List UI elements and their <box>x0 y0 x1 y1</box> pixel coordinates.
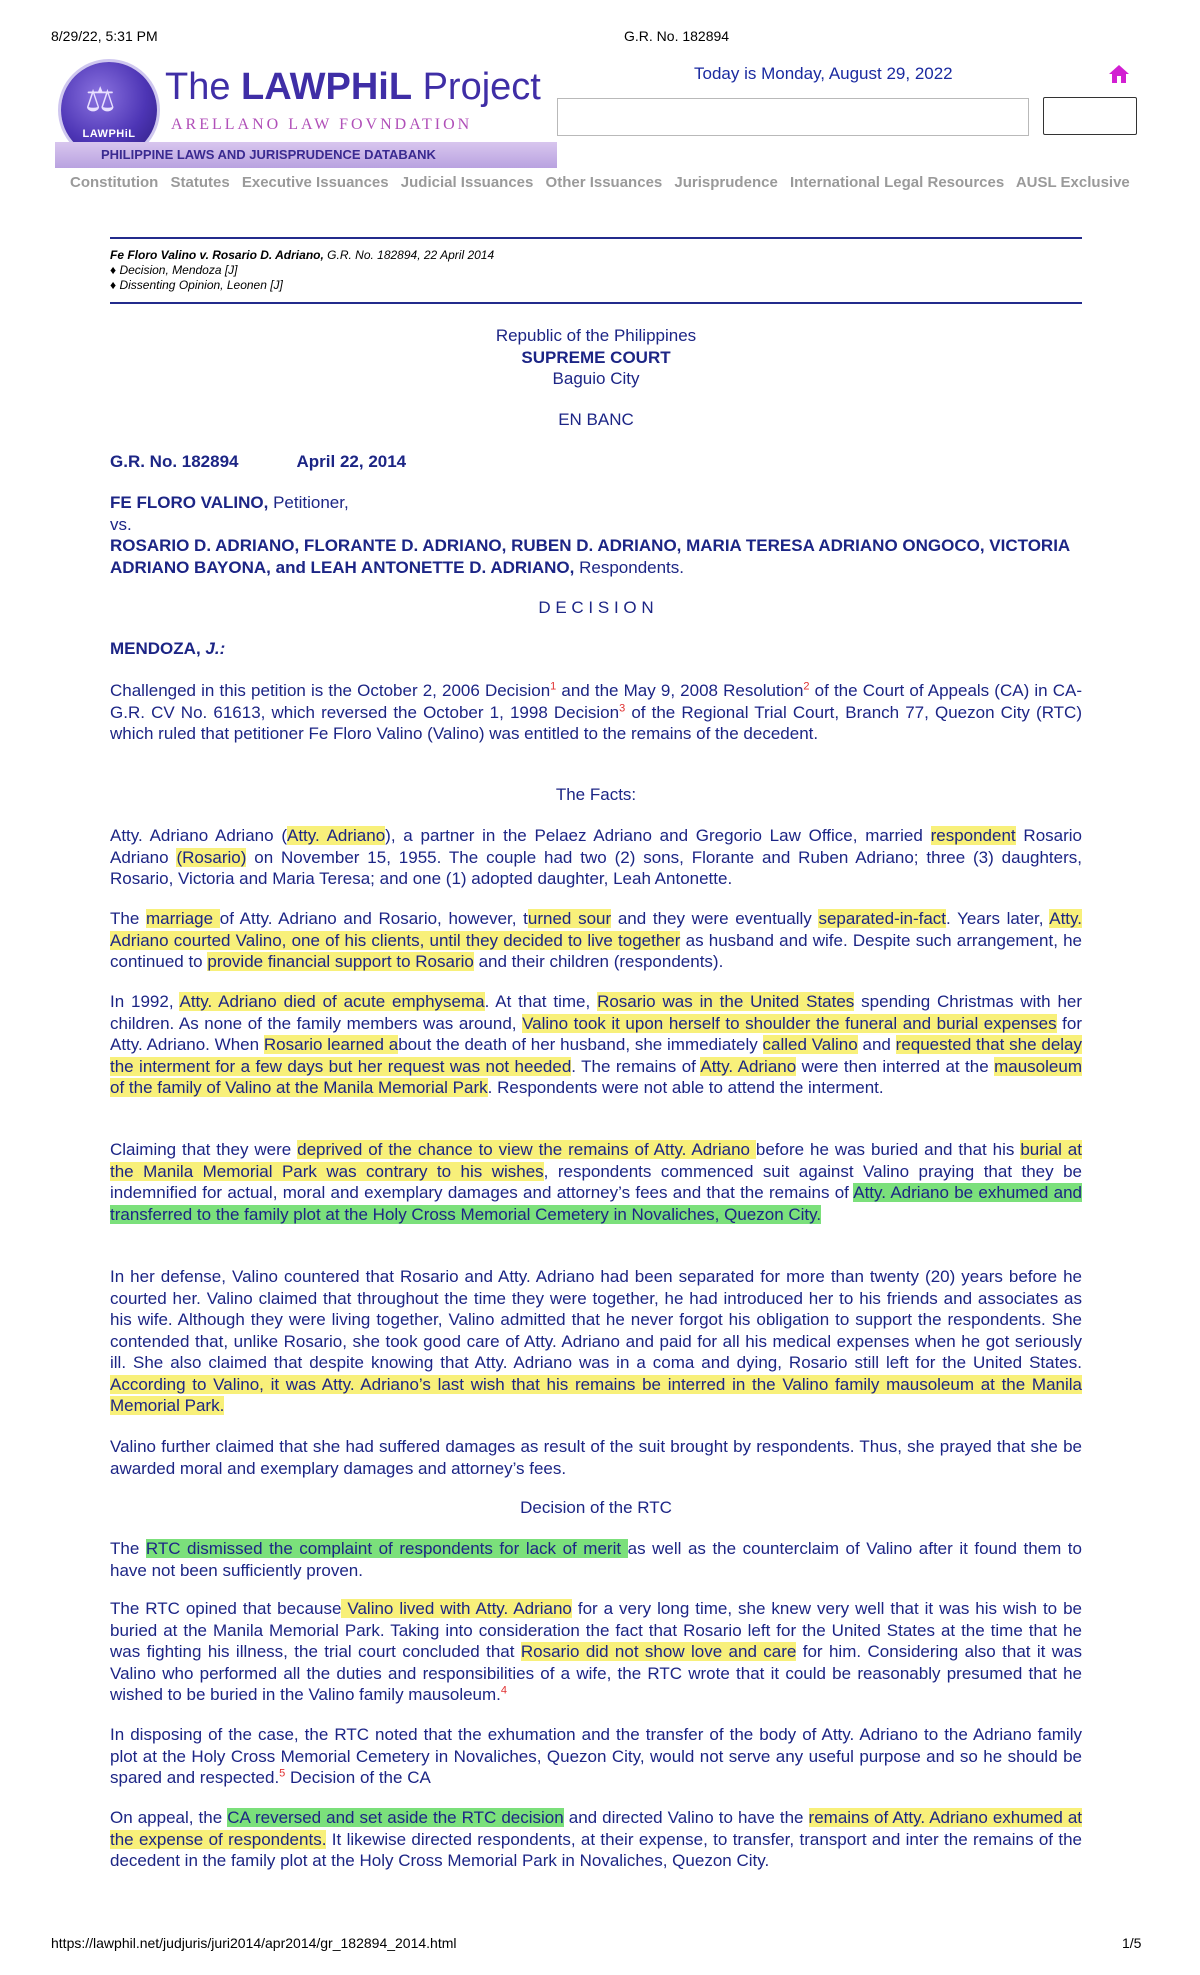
nav-statutes[interactable]: Statutes <box>170 174 230 191</box>
decision-heading: D E C I S I O N <box>538 598 654 617</box>
divider-top <box>110 237 1082 239</box>
gr-number: G.R. No. 182894 <box>110 452 239 471</box>
paragraph-8: The RTC dismissed the complaint of respondents for lack of merit as well as the counterclaim of Valino after it found them to have not been sufficiently proven. <box>110 1539 1082 1580</box>
paragraph-2: Atty. Adriano Adriano (Atty. Adriano), a partner in the Pelaez Adriano and Gregorio Law Office, married respondent Rosario Adriano (Rosario) on November 15, 1955. The couple had two (2) sons, Florante and Ruben Adriano; three (3) daughters, Rosario, Victoria and Maria Teresa; and one (1) adopted daughter, Leah Antonette. <box>110 826 1082 888</box>
paragraph-1: Challenged in this petition is the October 2, 2006 Decision$^1$ and the May 9, 2008 Resolution$^2$ of the Court of Appeals (CA) in CA-G.R. CV No. 61613, which reversed the October 1, 1998 Decision$^3$ of the Regional Trial Court, Branch 77, Quezon City (RTC) which ruled that petitioner Fe Floro Valino (Valino) was entitled to the remains of the decedent. <box>110 680 1082 743</box>
print-page-number: 1/5 <box>1122 1935 1142 1951</box>
nav-constitution[interactable]: Constitution <box>70 174 159 191</box>
case-number-line <box>110 451 1082 473</box>
link-dissent[interactable]: ♦ Dissenting Opinion, Leonen [J] <box>110 278 283 292</box>
divider-bottom <box>110 302 1082 304</box>
court-heading <box>110 325 1082 430</box>
search-button[interactable] <box>1043 97 1137 135</box>
case-date: April 22, 2014 <box>296 452 407 471</box>
citation-box <box>110 248 494 293</box>
versus: vs. <box>110 514 132 534</box>
nav-executive-issuances[interactable]: Executive Issuances <box>241 174 389 191</box>
nav-judicial-issuances[interactable]: Judicial Issuances <box>400 174 534 191</box>
case-ref: G.R. No. 182894, 22 April 2014 <box>323 248 495 262</box>
paragraph-7: Valino further claimed that she had suffered damages as result of the suit brought by respondents. Thus, she prayed that she be awarded moral and exemplary damages and attorney’s fees. <box>110 1437 1082 1478</box>
print-url: https://lawphil.net/judjuris/juri2014/apr2014/gr_182894_2014.html <box>51 1935 457 1951</box>
logo-badge-text: LAWPHiL <box>82 128 136 140</box>
paragraph-9: The RTC opined that because Valino lived with Atty. Adriano for a very long time, she knew very well that it was his wish to be buried at the Manila Memorial Park. Taking into consideration the fact that Rosario left for the United States at the time that he was fighting his illness, the trial court concluded that Rosario did not show love and care for him. Considering also that it was Valino who performed all the duties and responsibilities of a wife, the RTC wrote that it could be reasonably presumed that he wished to be buried in the Valino family mausoleum.$^4$ <box>110 1599 1082 1704</box>
petitioner: FE FLORO VALINO, <box>110 493 269 512</box>
paragraph-3: The marriage of Atty. Adriano and Rosario, however, turned sour and they were eventually separated-in-fact. Years later, Atty. Adriano courted Valino, one of his clients, until they decided to live together as husband and wife. Despite such arrangement, he continued to provide financial support to Rosario and their children (respondents). <box>110 909 1083 971</box>
link-decision[interactable]: ♦ Decision, Mendoza [J] <box>110 263 238 277</box>
case-title: Fe Floro Valino v. Rosario D. Adriano, <box>110 248 324 262</box>
nav-jurisprudence[interactable]: Jurisprudence <box>674 174 778 191</box>
parties: FE FLORO VALINO, Petitioner, vs. ROSARIO D. ADRIANO, FLORANTE D. ADRIANO, RUBEN D. ADRIANO, MARIA TERESA ADRIANO ONGOCO, VICTORIA ADRIANO BAYONA, and LEAH ANTONETTE D. ADRIANO, Respondents. <box>110 492 1082 578</box>
paragraph-11: On appeal, the CA reversed and set aside the RTC decision and directed Valino to have the remains of Atty. Adriano exhumed at the expense of respondents. It likewise directed respondents, at their expense, to transfer, transport and inter the remains of the decedent in the family plot at the Holy Cross Memorial Park in Novaliches, Quezon City. <box>110 1808 1082 1870</box>
paragraph-10: In disposing of the case, the RTC noted that the exhumation and the transfer of the body of Atty. Adriano to the Adriano family plot at the Holy Cross Memorial Cemetery in Novaliches, Quezon City, would not serve any useful purpose and so he should be spared and respected.$^5$ Decision of the CA <box>110 1725 1082 1787</box>
footnote-3[interactable]: 3 <box>619 701 626 714</box>
main-nav <box>70 174 1138 191</box>
nav-ausl-exclusive[interactable]: AUSL Exclusive <box>1015 174 1130 191</box>
nav-other-issuances[interactable]: Other Issuances <box>545 174 663 191</box>
footnote-4[interactable]: 4 <box>500 1684 508 1697</box>
republic: Republic of the Philippines <box>495 326 697 345</box>
today-date: Today is Monday, August 29, 2022 <box>694 64 953 83</box>
site-logo[interactable] <box>55 60 557 170</box>
print-datetime: 8/29/22, 5:31 PM <box>51 28 158 44</box>
home-icon[interactable] <box>1108 64 1130 84</box>
logo-banner: PHILIPPINE LAWS AND JURISPRUDENCE DATABANK <box>55 142 557 168</box>
logo-title: The LAWPHiL Project <box>165 66 541 108</box>
paragraph-5: Claiming that they were deprived of the chance to view the remains of Atty. Adriano before he was buried and that his burial at the Manila Memorial Park was contrary to his wishes, respondents commenced suit against Valino praying that they be indemnified for actual, moral and exemplary damages and attorney’s fees and that the remains of Atty. Adriano be exhumed and transferred to the family plot at the Holy Cross Memorial Cemetery in Novaliches, Quezon City. <box>110 1140 1082 1224</box>
facts-heading: The Facts: <box>555 785 637 804</box>
paragraph-4: In 1992, Atty. Adriano died of acute emphysema. At that time, Rosario was in the United States spending Christmas with her children. As none of the family members was around, Valino took it upon herself to shoulder the funeral and burial expenses for Atty. Adriano. When Rosario learned about the death of her husband, she immediately called Valino and requested that she delay the interment for a few days but her request was not heeded. The remains of Atty. Adriano were then interred at the mausoleum of the family of Valino at the Manila Memorial Park. Respondents were not able to attend the interment. <box>110 992 1083 1097</box>
nav-international-legal-resources[interactable]: International Legal Resources <box>789 174 1005 191</box>
footnote-5[interactable]: 5 <box>279 1767 286 1780</box>
search-input[interactable] <box>557 98 1029 136</box>
respondents: ROSARIO D. ADRIANO, FLORANTE D. ADRIANO, RUBEN D. ADRIANO, MARIA TERESA ADRIANO ONGOCO, VICTORIA ADRIANO BAYONA, and LEAH ANTONETTE D. ADRIANO, <box>110 536 1070 577</box>
court-name: SUPREME COURT <box>521 347 671 367</box>
court-division: EN BANC <box>558 409 634 429</box>
paragraph-6: In her defense, Valino countered that Rosario and Atty. Adriano had been separated for more than twenty (20) years before he courted her. Valino claimed that throughout the time they were together, he had introduced her to his friends and associates as his wife. Although they were living together, Valino admitted that he never forgot his obligation to support the respondents. She contended that, unlike Rosario, she took good care of Atty. Adriano and paid for all his medical expenses when he got seriously ill. She also claimed that despite knowing that Atty. Adriano was in a coma and dying, Rosario still left for the United States. According to Valino, it was Atty. Adriano’s last wish that his remains be interred in the Valino family mausoleum at the Manila Memorial Park. <box>110 1267 1082 1415</box>
rtc-heading: Decision of the RTC <box>520 1498 672 1517</box>
footnote-2[interactable]: 2 <box>803 680 810 693</box>
court-city: Baguio City <box>552 369 640 388</box>
logo-subtitle: ARELLANO LAW FOVNDATION <box>171 116 473 133</box>
scales-of-justice-icon: ⚖ <box>85 81 116 119</box>
print-doc-title: G.R. No. 182894 <box>624 28 730 44</box>
footnote-1[interactable]: 1 <box>550 680 557 693</box>
ponente: MENDOZA, J.: <box>110 639 226 658</box>
